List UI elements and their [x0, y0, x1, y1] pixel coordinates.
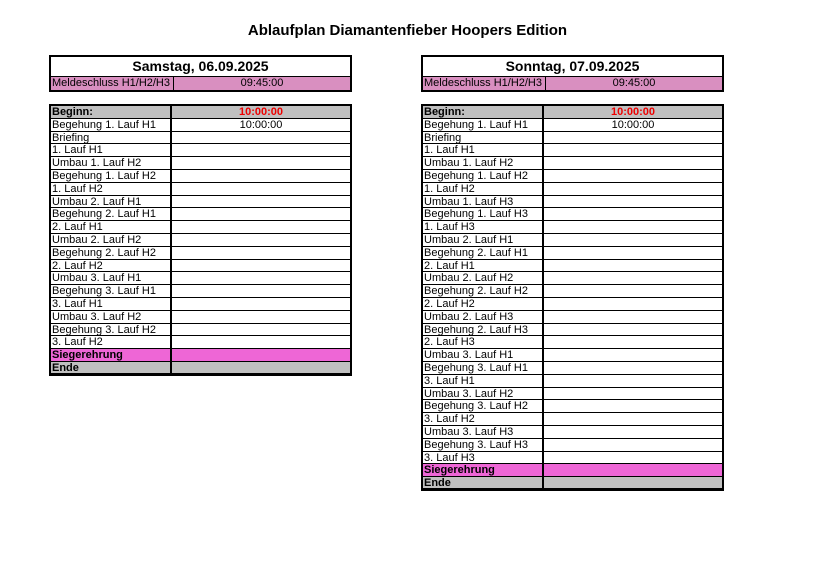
schedule-row: [423, 157, 722, 170]
day-header-box: [49, 55, 352, 92]
activity-time: [544, 452, 722, 464]
activity-label: Begehung 2. Lauf H3: [423, 324, 544, 336]
activity-time: 10:00:00: [611, 118, 655, 131]
saturday-schedule: [49, 55, 352, 376]
activity-time: [172, 196, 350, 208]
deadline-row: [51, 77, 350, 90]
schedule-row: [51, 234, 350, 247]
schedule-row: [51, 132, 350, 145]
schedule-row: [423, 196, 722, 209]
begin-label: Beginn:: [51, 106, 172, 118]
sunday-schedule: [421, 55, 724, 491]
activity-label: 2. Lauf H1: [423, 260, 544, 272]
activity-label: Begehung 2. Lauf H1: [51, 208, 172, 220]
activity-time: [172, 336, 350, 348]
schedule-row: [423, 234, 722, 247]
schedule-row: [423, 208, 722, 221]
deadline-time: 09:45:00: [240, 77, 284, 89]
activity-label: Umbau 2. Lauf H2: [51, 234, 172, 246]
begin-label: Beginn:: [423, 106, 544, 118]
activity-time: [544, 426, 722, 438]
activity-label: Begehung 2. Lauf H2: [423, 285, 544, 297]
schedule-table: [49, 104, 352, 376]
schedule-row: [423, 221, 722, 234]
day-header-box: [421, 55, 724, 92]
schedule-row: [51, 170, 350, 183]
schedule-row: [423, 144, 722, 157]
end-label: Ende: [51, 362, 172, 373]
ceremony-row: [423, 464, 722, 477]
activity-time: [172, 221, 350, 233]
activity-time: [172, 247, 350, 259]
end-row: [423, 477, 722, 490]
activity-label: 2. Lauf H3: [423, 336, 544, 348]
end-time: [544, 477, 722, 488]
activity-time: [172, 170, 350, 182]
page-title: Ablaufplan Diamantenfieber Hoopers Edition: [247, 22, 568, 39]
schedule-row: [423, 362, 722, 375]
schedule-row: [423, 247, 722, 260]
activity-label: Briefing: [423, 132, 544, 144]
schedule-row: [51, 247, 350, 260]
end-label: Ende: [423, 477, 544, 488]
activity-label: Begehung 1. Lauf H2: [51, 170, 172, 182]
schedule-row: [423, 183, 722, 196]
activity-time: [172, 208, 350, 220]
activity-label: Umbau 3. Lauf H3: [423, 426, 544, 438]
schedule-row: [423, 324, 722, 337]
activity-time: [544, 272, 722, 284]
deadline-label: Meldeschluss H1/H2/H3: [423, 77, 546, 90]
activity-label: Begehung 2. Lauf H2: [51, 247, 172, 259]
activity-label: Umbau 3. Lauf H2: [423, 388, 544, 400]
activity-time: [544, 247, 722, 259]
activity-label: Umbau 3. Lauf H1: [423, 349, 544, 361]
activity-time: [544, 157, 722, 169]
day-title: Samstag, 06.09.2025: [51, 57, 350, 77]
activity-label: Begehung 1. Lauf H1: [51, 119, 172, 131]
activity-label: 1. Lauf H3: [423, 221, 544, 233]
begin-time: 10:00:00: [610, 106, 656, 118]
begin-row: [423, 106, 722, 119]
activity-label: Begehung 1. Lauf H2: [423, 170, 544, 182]
schedule-row: [51, 298, 350, 311]
activity-time: [544, 234, 722, 246]
schedule-rows: [51, 119, 350, 349]
activity-label: 3. Lauf H2: [423, 413, 544, 425]
activity-label: 3. Lauf H1: [51, 298, 172, 310]
activity-time: [544, 400, 722, 412]
ceremony-time: [544, 464, 722, 476]
schedule-rows: [423, 119, 722, 465]
activity-time: [544, 336, 722, 348]
schedule-row: [423, 413, 722, 426]
schedule-row: [51, 336, 350, 349]
activity-label: Umbau 3. Lauf H1: [51, 272, 172, 284]
activity-label: Begehung 3. Lauf H1: [51, 285, 172, 297]
activity-time: [172, 285, 350, 297]
ceremony-time: [172, 349, 350, 361]
deadline-row: [423, 77, 722, 90]
activity-time: [544, 183, 722, 195]
activity-label: 2. Lauf H1: [51, 221, 172, 233]
schedule-row: [423, 260, 722, 273]
begin-time: 10:00:00: [238, 106, 284, 118]
schedule-row: [423, 452, 722, 465]
schedule-row: [51, 311, 350, 324]
ceremony-label: Siegerehrung: [51, 349, 172, 361]
end-time: [172, 362, 350, 373]
schedule-row: [51, 272, 350, 285]
activity-label: Begehung 3. Lauf H1: [423, 362, 544, 374]
day-title: Sonntag, 07.09.2025: [423, 57, 722, 77]
activity-time: [544, 285, 722, 297]
activity-time: [172, 298, 350, 310]
activity-time: [172, 157, 350, 169]
activity-label: Umbau 2. Lauf H1: [423, 234, 544, 246]
schedule-row: [423, 388, 722, 401]
schedule-row: [51, 208, 350, 221]
deadline-label: Meldeschluss H1/H2/H3: [51, 77, 174, 90]
activity-time: [172, 144, 350, 156]
activity-time: [544, 144, 722, 156]
schedule-row: [423, 132, 722, 145]
schedule-row: [423, 170, 722, 183]
activity-time: [544, 221, 722, 233]
schedule-row: [51, 260, 350, 273]
activity-time: [172, 132, 350, 144]
activity-label: 1. Lauf H1: [51, 144, 172, 156]
deadline-time: 09:45:00: [612, 77, 656, 89]
activity-label: 2. Lauf H2: [423, 298, 544, 310]
schedule-row: [423, 400, 722, 413]
activity-label: 1. Lauf H1: [423, 144, 544, 156]
activity-time: [544, 196, 722, 208]
activity-label: 3. Lauf H2: [51, 336, 172, 348]
schedule-row: [423, 298, 722, 311]
schedule-row: [423, 426, 722, 439]
schedule-row: [423, 119, 722, 132]
schedule-row: [423, 349, 722, 362]
activity-time: [544, 439, 722, 451]
schedule-row: [423, 439, 722, 452]
activity-label: 1. Lauf H2: [51, 183, 172, 195]
activity-label: Begehung 3. Lauf H3: [423, 439, 544, 451]
activity-label: Umbau 2. Lauf H3: [423, 311, 544, 323]
activity-time: [172, 324, 350, 336]
activity-time: [544, 208, 722, 220]
schedule-row: [423, 285, 722, 298]
activity-label: Begehung 1. Lauf H1: [423, 119, 544, 131]
schedule-row: [423, 311, 722, 324]
activity-label: Begehung 1. Lauf H3: [423, 208, 544, 220]
activity-time: [544, 311, 722, 323]
activity-time: [544, 362, 722, 374]
activity-time: [172, 260, 350, 272]
activity-label: Umbau 1. Lauf H2: [423, 157, 544, 169]
schedule-row: [51, 144, 350, 157]
activity-label: Umbau 2. Lauf H1: [51, 196, 172, 208]
schedule-row: [51, 285, 350, 298]
schedule-row: [51, 119, 350, 132]
activity-time: [544, 388, 722, 400]
schedule-row: [51, 157, 350, 170]
activity-time: [544, 260, 722, 272]
ceremony-row: [51, 349, 350, 362]
activity-time: [172, 272, 350, 284]
schedule-row: [423, 336, 722, 349]
activity-time: 10:00:00: [239, 118, 283, 131]
activity-label: 1. Lauf H2: [423, 183, 544, 195]
activity-label: Briefing: [51, 132, 172, 144]
activity-time: [544, 349, 722, 361]
activity-time: [544, 324, 722, 336]
activity-time: [544, 375, 722, 387]
schedule-row: [51, 221, 350, 234]
activity-label: Begehung 2. Lauf H1: [423, 247, 544, 259]
schedule-row: [51, 324, 350, 337]
activity-label: 2. Lauf H2: [51, 260, 172, 272]
activity-time: [172, 234, 350, 246]
activity-time: [172, 183, 350, 195]
activity-time: [544, 132, 722, 144]
activity-time: [544, 170, 722, 182]
schedule-row: [423, 375, 722, 388]
end-row: [51, 362, 350, 375]
activity-label: Umbau 2. Lauf H2: [423, 272, 544, 284]
activity-label: Begehung 3. Lauf H2: [51, 324, 172, 336]
activity-label: 3. Lauf H3: [423, 452, 544, 464]
activity-label: Begehung 3. Lauf H2: [423, 400, 544, 412]
activity-label: Umbau 3. Lauf H2: [51, 311, 172, 323]
schedule-table: [421, 104, 724, 491]
activity-label: Umbau 1. Lauf H3: [423, 196, 544, 208]
activity-label: Umbau 1. Lauf H2: [51, 157, 172, 169]
activity-time: [544, 413, 722, 425]
begin-row: [51, 106, 350, 119]
activity-label: 3. Lauf H1: [423, 375, 544, 387]
schedule-row: [51, 196, 350, 209]
activity-time: [172, 311, 350, 323]
ceremony-label: Siegerehrung: [423, 464, 544, 476]
schedule-row: [51, 183, 350, 196]
schedule-row: [423, 272, 722, 285]
activity-time: [544, 298, 722, 310]
